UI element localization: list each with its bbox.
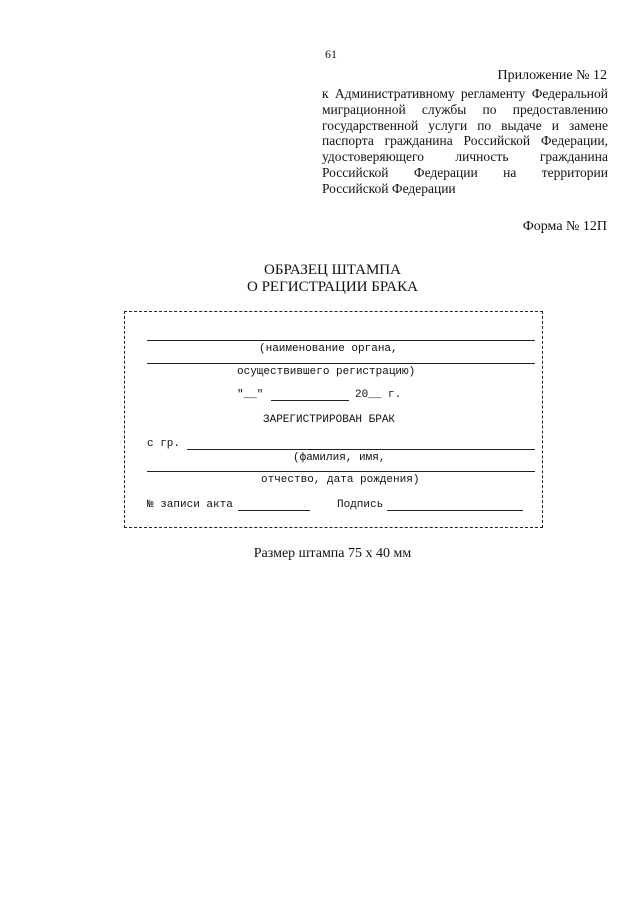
record-number-line: [238, 510, 310, 511]
citizen-prefix: с гр.: [147, 438, 181, 450]
citizen-name-line-2: [147, 471, 535, 472]
organ-registration-label: осуществившего регистрацию): [237, 366, 416, 378]
date-year: 20__ г.: [355, 389, 402, 401]
document-title: [0, 262, 640, 296]
record-number-label: № записи акта: [147, 499, 233, 511]
date-month-line: [271, 400, 349, 401]
organ-name-label: (наименование органа,: [259, 343, 398, 355]
page-number: 61: [325, 47, 337, 61]
form-number: Форма № 12П: [522, 219, 607, 234]
signature-label: Подпись: [337, 499, 384, 511]
citizen-name-line: [187, 449, 535, 450]
title-line-2: О РЕГИСТРАЦИИ БРАКА: [247, 279, 418, 295]
citizen-details-label: отчество, дата рождения): [261, 474, 420, 486]
citizen-name-label: (фамилия, имя,: [293, 452, 386, 464]
organ-name-line: [147, 340, 535, 341]
registered-marriage-text: ЗАРЕГИСТРИРОВАН БРАК: [263, 414, 396, 426]
appendix-title: Приложение № 12: [497, 68, 607, 83]
appendix-body: к Административному регламенту Федеральной миграционной службы по предоставлению государственной услуги по выдаче и замене паспорта гражданина Российской Федерации, удостоверяющего личность гражданина Российской Федерации на территории Российской Федерации: [322, 86, 608, 196]
stamp-sample-frame: [124, 311, 543, 528]
organ-name-line-2: [147, 363, 535, 364]
date-day-quote: "__": [237, 389, 264, 401]
stamp-size-caption: Размер штампа 75 х 40 мм: [253, 546, 412, 561]
title-line-1: ОБРАЗЕЦ ШТАМПА: [264, 262, 401, 278]
signature-line: [387, 510, 523, 511]
